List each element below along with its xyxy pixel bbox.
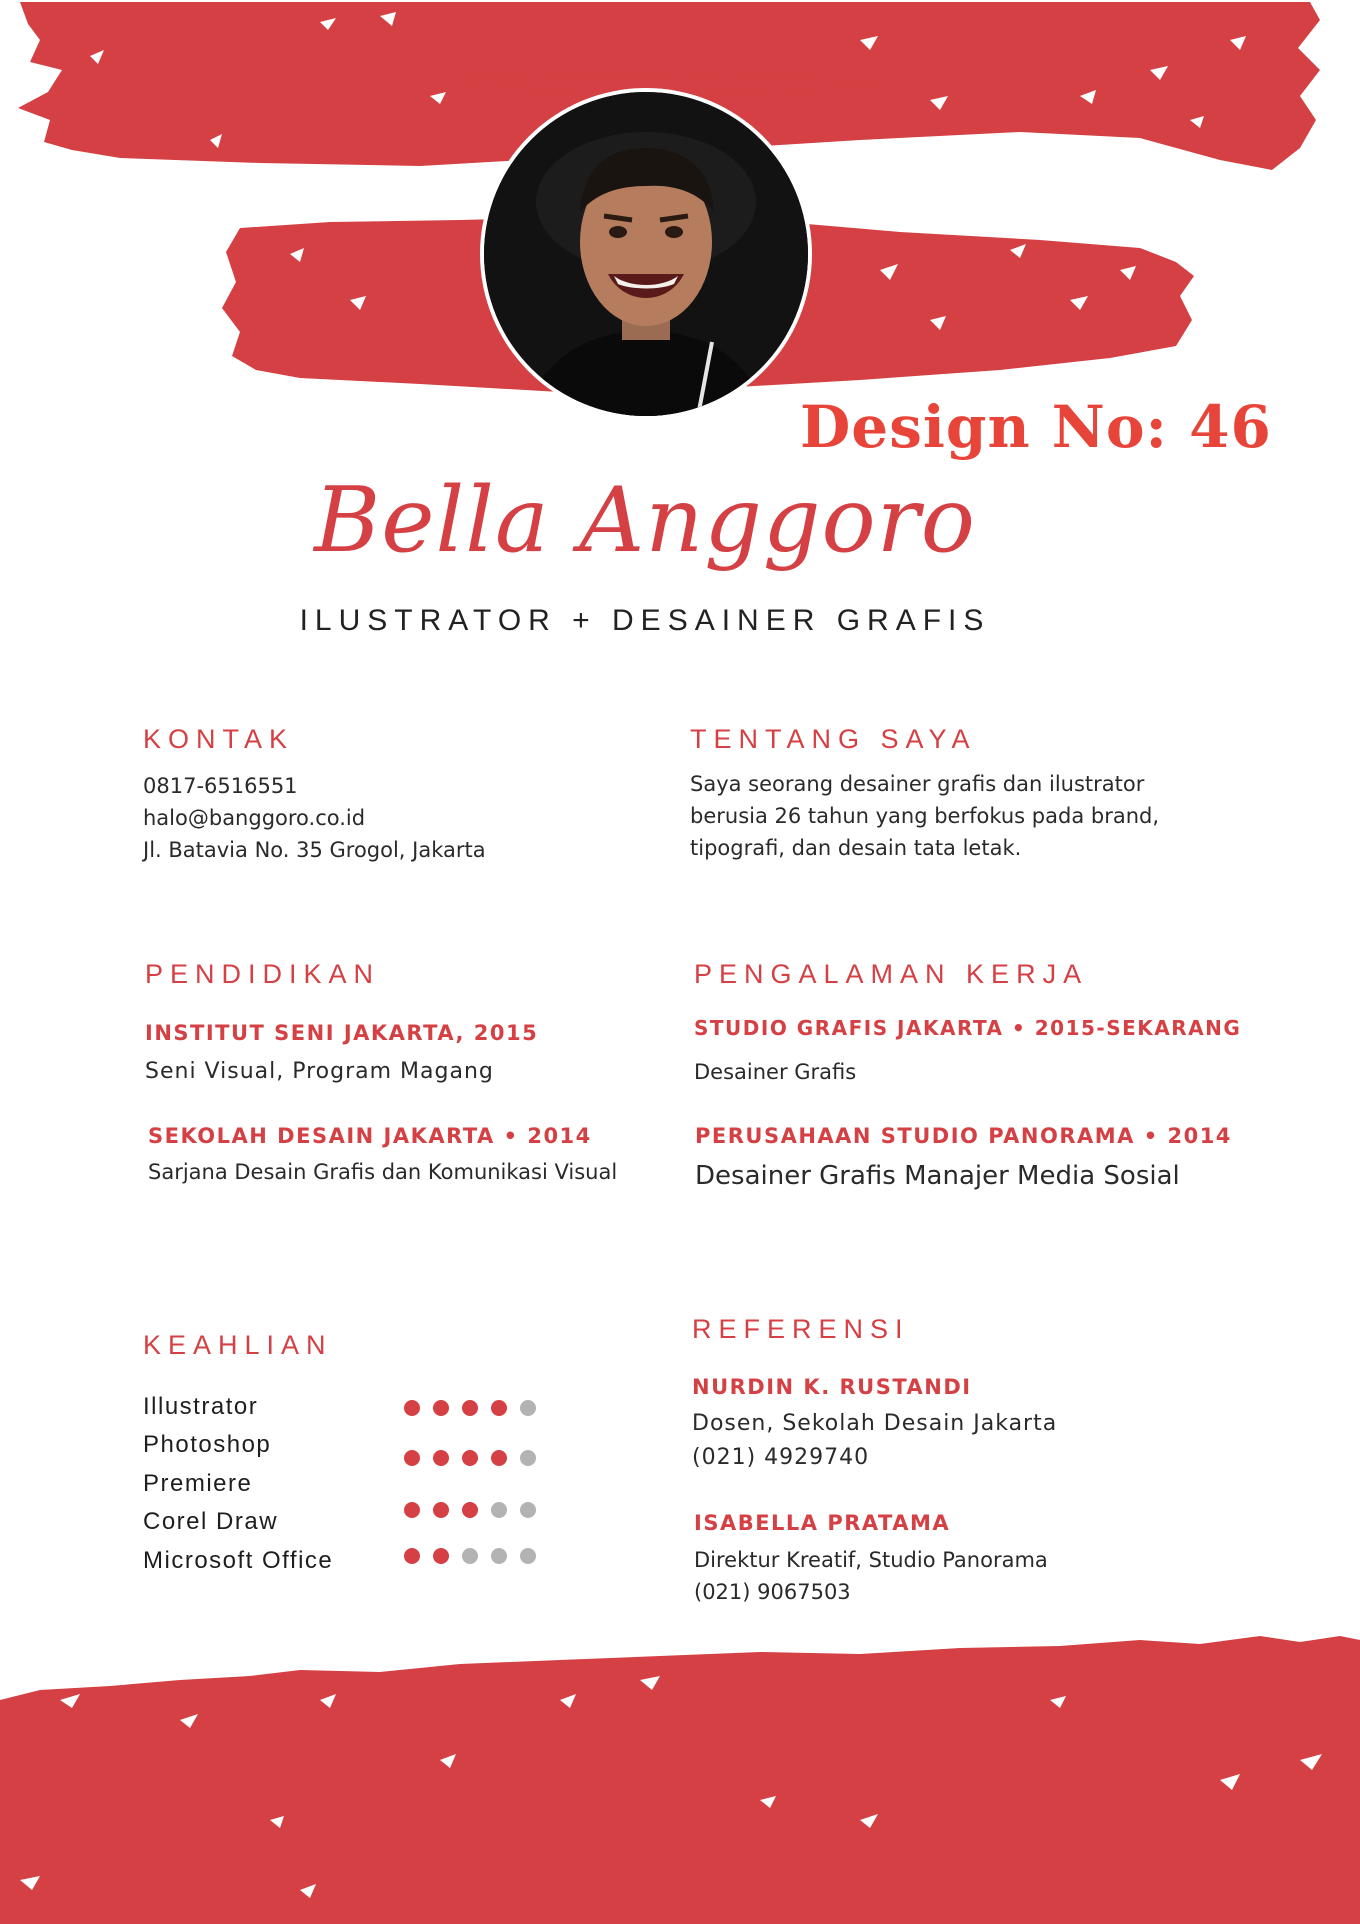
- skill-name: Photoshop: [143, 1431, 272, 1458]
- rating-dot-empty: [520, 1450, 536, 1466]
- keahlian-title: KEAHLIAN: [143, 1330, 333, 1360]
- rating-dot-empty: [491, 1548, 507, 1564]
- about-line: berusia 26 tahun yang berfokus pada brand,: [690, 804, 1160, 828]
- reference-name: NURDIN K. RUSTANDI: [692, 1375, 972, 1399]
- rating-dot-filled: [404, 1450, 420, 1466]
- reference-role: Direktur Kreatif, Studio Panorama: [694, 1548, 1048, 1572]
- experience-detail: Desainer Grafis Manajer Media Sosial: [695, 1161, 1180, 1191]
- skill-rating: [404, 1502, 536, 1518]
- referensi-title: REFERENSI: [692, 1314, 910, 1344]
- rating-dot-filled: [491, 1450, 507, 1466]
- profile-photo: [484, 92, 808, 416]
- rating-dot-filled: [404, 1502, 420, 1518]
- rating-dot-filled: [404, 1400, 420, 1416]
- rating-dot-filled: [433, 1450, 449, 1466]
- rating-dot-empty: [491, 1502, 507, 1518]
- pengalaman-title: PENGALAMAN KERJA: [694, 959, 1089, 989]
- experience-company: STUDIO GRAFIS JAKARTA • 2015-SEKARANG: [694, 1016, 1242, 1040]
- rating-dot-filled: [491, 1400, 507, 1416]
- skill-name: Illustrator: [143, 1393, 259, 1420]
- reference-phone: (021) 4929740: [692, 1445, 870, 1470]
- kontak-title: KONTAK: [143, 724, 295, 754]
- education-school: INSTITUT SENI JAKARTA, 2015: [145, 1021, 539, 1045]
- education-detail: Seni Visual, Program Magang: [145, 1059, 494, 1084]
- rating-dot-empty: [462, 1548, 478, 1564]
- experience-detail: Desainer Grafis: [694, 1060, 857, 1084]
- design-number-watermark: Design No: 46: [800, 393, 1272, 461]
- tentang-title: TENTANG SAYA: [690, 724, 977, 754]
- contact-address: Jl. Batavia No. 35 Grogol, Jakarta: [143, 838, 486, 862]
- rating-dot-filled: [433, 1400, 449, 1416]
- education-school: SEKOLAH DESAIN JAKARTA • 2014: [148, 1124, 592, 1148]
- reference-phone: (021) 9067503: [694, 1580, 851, 1604]
- rating-dot-filled: [433, 1548, 449, 1564]
- skill-name: Microsoft Office: [143, 1547, 334, 1574]
- pendidikan-title: PENDIDIKAN: [145, 959, 381, 989]
- rating-dot-empty: [520, 1548, 536, 1564]
- experience-company: PERUSAHAAN STUDIO PANORAMA • 2014: [695, 1124, 1232, 1148]
- rating-dot-filled: [462, 1502, 478, 1518]
- contact-phone: 0817-6516551: [143, 774, 298, 798]
- rating-dot-filled: [433, 1502, 449, 1518]
- profile-photo-frame: [480, 88, 812, 420]
- rating-dot-filled: [462, 1400, 478, 1416]
- education-detail: Sarjana Desain Grafis dan Komunikasi Visual: [148, 1160, 618, 1184]
- skill-name: Premiere: [143, 1470, 253, 1497]
- rating-dot-filled: [462, 1450, 478, 1466]
- about-line: tipografi, dan desain tata letak.: [690, 836, 1022, 860]
- skill-rating: [404, 1450, 536, 1466]
- rating-dot-empty: [520, 1400, 536, 1416]
- skill-name: Corel Draw: [143, 1508, 279, 1535]
- about-line: Saya seorang desainer grafis dan ilustrator: [690, 772, 1145, 796]
- contact-email: halo@banggoro.co.id: [143, 806, 366, 830]
- reference-role: Dosen, Sekolah Desain Jakarta: [692, 1411, 1058, 1436]
- person-role: ILUSTRATOR + DESAINER GRAFIS: [299, 604, 991, 637]
- skill-rating: [404, 1548, 536, 1564]
- person-name: Bella Anggoro: [314, 468, 976, 573]
- rating-dot-filled: [404, 1548, 420, 1564]
- reference-name: ISABELLA PRATAMA: [694, 1511, 951, 1535]
- portrait-photo-icon: [484, 92, 808, 416]
- skill-rating: [404, 1400, 536, 1416]
- rating-dot-empty: [520, 1502, 536, 1518]
